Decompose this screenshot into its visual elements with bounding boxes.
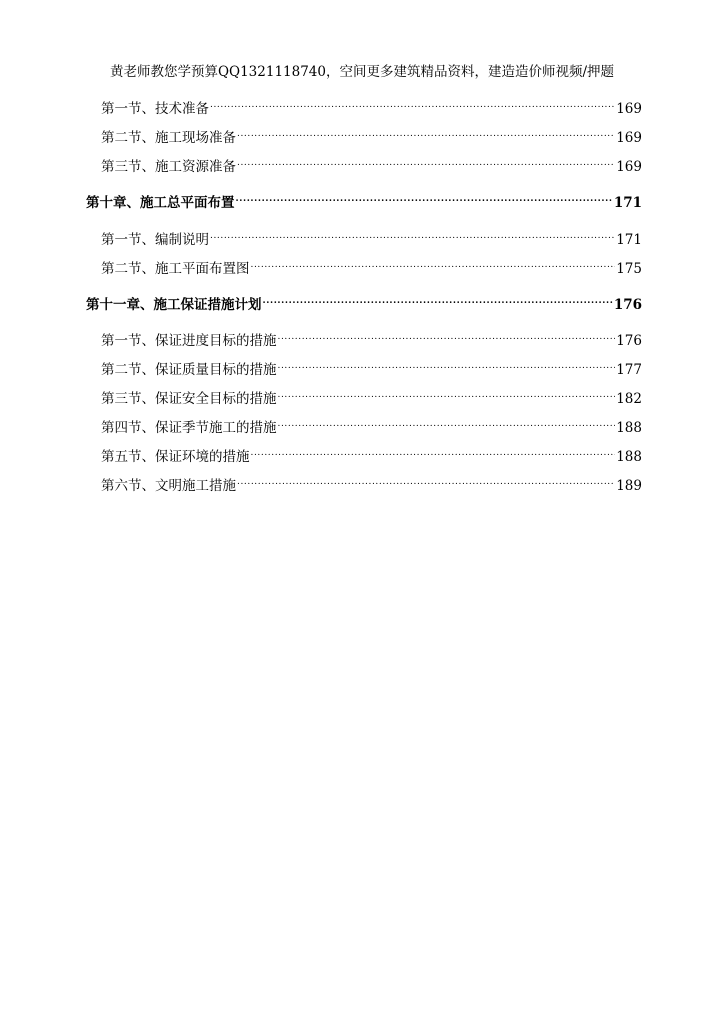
toc-dot-leader bbox=[278, 356, 616, 374]
toc-dot-leader bbox=[236, 189, 613, 207]
toc-dot-leader bbox=[251, 443, 616, 461]
toc-dot-leader bbox=[278, 327, 616, 345]
toc-dot-leader bbox=[278, 414, 616, 432]
toc-entry-title: 第一节、保证进度目标的措施 bbox=[101, 333, 277, 349]
toc-entry[interactable] bbox=[101, 95, 642, 117]
toc-entry-page: 188 bbox=[616, 420, 642, 436]
toc-dot-leader bbox=[210, 226, 615, 244]
toc-dot-leader bbox=[237, 124, 615, 142]
toc-entry-page: 182 bbox=[616, 391, 642, 407]
toc-entry[interactable] bbox=[101, 414, 642, 436]
toc-chapter-entry[interactable] bbox=[86, 291, 642, 313]
toc-entry[interactable] bbox=[101, 255, 642, 277]
toc-entry-page: 177 bbox=[616, 362, 642, 378]
toc-entry-page: 169 bbox=[616, 159, 642, 175]
toc-dot-leader bbox=[251, 255, 616, 273]
toc-entry-title: 第五节、保证环境的措施 bbox=[101, 449, 250, 465]
toc-entry-page: 176 bbox=[613, 297, 642, 313]
toc-entry-title: 第四节、保证季节施工的措施 bbox=[101, 420, 277, 436]
toc-entry[interactable] bbox=[101, 356, 642, 378]
toc-entry-title: 第二节、施工平面布置图 bbox=[101, 261, 250, 277]
toc-entry-page: 176 bbox=[616, 333, 642, 349]
toc-dot-leader bbox=[210, 95, 615, 113]
toc-entry-page: 188 bbox=[616, 449, 642, 465]
toc-entry[interactable] bbox=[101, 385, 642, 407]
toc-entry[interactable] bbox=[101, 226, 642, 248]
page-header: 黄老师教您学预算QQ1321118740，空间更多建筑精品资料，建造造价师视频/押题 bbox=[109, 64, 615, 80]
toc-entry[interactable] bbox=[101, 472, 642, 494]
toc-entry-title: 第一节、编制说明 bbox=[101, 232, 209, 248]
toc-entry-title: 第十一章、施工保证措施计划 bbox=[86, 297, 262, 313]
toc-dot-leader bbox=[278, 385, 616, 403]
toc-entry-page: 189 bbox=[616, 478, 642, 494]
toc-dot-leader bbox=[263, 291, 613, 309]
toc-entry[interactable] bbox=[101, 443, 642, 465]
toc-entry-page: 169 bbox=[616, 101, 642, 117]
toc-entry-page: 171 bbox=[616, 232, 642, 248]
toc-entry-title: 第六节、文明施工措施 bbox=[101, 478, 236, 494]
toc-entry-page: 171 bbox=[613, 195, 642, 211]
toc-chapter-entry[interactable] bbox=[86, 189, 642, 211]
toc-dot-leader bbox=[237, 153, 615, 171]
toc-entry[interactable] bbox=[101, 327, 642, 349]
toc-entry[interactable] bbox=[101, 124, 642, 146]
toc-entry-title: 第二节、施工现场准备 bbox=[101, 130, 236, 146]
toc-entry-title: 第三节、保证安全目标的措施 bbox=[101, 391, 277, 407]
toc-dot-leader bbox=[237, 472, 615, 490]
toc-entry-title: 第三节、施工资源准备 bbox=[101, 159, 236, 175]
toc-entry[interactable] bbox=[101, 153, 642, 175]
toc-entry-title: 第二节、保证质量目标的措施 bbox=[101, 362, 277, 378]
toc-entry-page: 169 bbox=[616, 130, 642, 146]
toc-entry-page: 175 bbox=[616, 261, 642, 277]
toc-entry-title: 第十章、施工总平面布置 bbox=[86, 195, 235, 211]
toc-entry-title: 第一节、技术准备 bbox=[101, 101, 209, 117]
